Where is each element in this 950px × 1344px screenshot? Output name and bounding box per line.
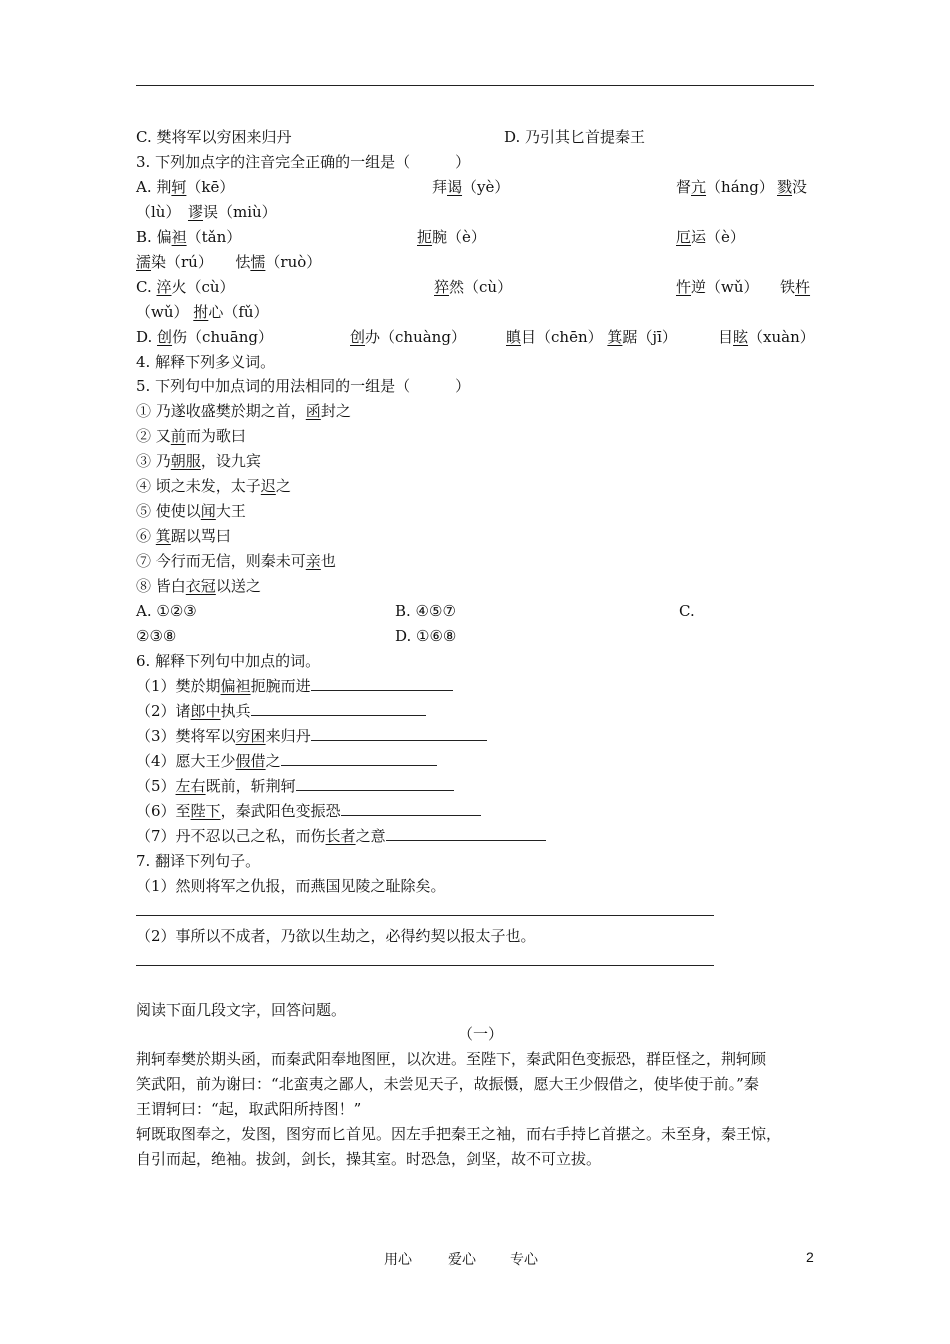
- q5-option-a: A. ①②③: [136, 602, 197, 620]
- q5-option-c-value: ②③⑧: [136, 627, 177, 645]
- q3-option-b-4: 濡染（rú） 怯懦（ruò）: [136, 253, 322, 271]
- q2-option-d: D. 乃引其匕首提秦王: [504, 128, 646, 146]
- q5-option-c: C.: [679, 602, 695, 620]
- answer-blank[interactable]: [281, 751, 437, 766]
- q3-option-c-5: （wǔ） 拊心（fǔ）: [136, 303, 269, 321]
- answer-blank[interactable]: [341, 801, 481, 816]
- q5-option-d: D. ①⑥⑧: [395, 627, 457, 645]
- q6-item: （1）樊於期偏袒扼腕而进: [136, 676, 453, 696]
- answer-blank[interactable]: [386, 826, 546, 841]
- q6-item: （4）愿大王少假借之: [136, 751, 437, 771]
- q5-item: ④ 顷之未发，太子迟之: [136, 477, 291, 495]
- answer-line[interactable]: [136, 965, 714, 966]
- q3-option-b-1: B. 偏袒（tǎn）: [136, 228, 242, 246]
- q4-stem: 4. 解释下列多义词。: [136, 353, 276, 371]
- q5-option-b: B. ④⑤⑦: [395, 602, 456, 620]
- paragraph-1-line: 荆轲奉樊於期头函，而秦武阳奉地图匣，以次进。至陛下，秦武阳色变振恐，群臣怪之，荆轲顾: [136, 1050, 767, 1068]
- answer-blank[interactable]: [296, 776, 454, 791]
- q3-option-c-1: C. 淬火（cù）: [136, 278, 235, 296]
- q3-option-a-3: 督亢（háng）: [676, 178, 774, 196]
- footer-text-3: 专心: [510, 1252, 538, 1268]
- paragraph-2-line: 轲既取图奉之，发图，图穷而匕首见。因左手把秦王之袖，而右手持匕首揕之。未至身，秦王惊，: [136, 1125, 782, 1143]
- q7-sentence-1: （1）然则将军之仇报，而燕国见陵之耻除矣。: [136, 877, 446, 895]
- footer-text-1: 用心: [384, 1252, 412, 1268]
- q6-item: （7）丹不忍以己之私，而伤长者之意: [136, 826, 546, 846]
- answer-blank[interactable]: [311, 676, 453, 691]
- q6-item: （2）诸郎中执兵: [136, 701, 426, 721]
- q3-option-c-3: 忤逆（wǔ）: [676, 278, 759, 296]
- reading-intro: 阅读下面几段文字，回答问题。: [136, 1001, 347, 1019]
- q5-stem: 5. 下列句中加点词的用法相同的一组是（ ）: [136, 377, 471, 395]
- q6-item: （6）至陛下，秦武阳色变振恐: [136, 801, 481, 821]
- answer-blank[interactable]: [311, 726, 487, 741]
- q3-option-d-4: 目眩（xuàn）: [718, 328, 815, 346]
- q3-option-a-4: 戮没: [777, 178, 808, 196]
- q5-item: ⑧ 皆白衣冠以送之: [136, 577, 261, 595]
- answer-blank[interactable]: [251, 701, 426, 716]
- answer-line[interactable]: [136, 915, 714, 916]
- q5-item: ⑥ 箕踞以骂曰: [136, 527, 231, 545]
- q6-item: （5）左右既前，斩荆轲: [136, 776, 454, 796]
- header-rule: [136, 85, 814, 86]
- q3-option-c-2: 猝然（cù）: [434, 278, 513, 296]
- paragraph-1-line: 笑武阳，前为谢曰：“北蛮夷之鄙人，未尝见天子，故振慑，愿大王少假借之，使毕使于前。”秦: [136, 1075, 759, 1093]
- q3-option-d-2: 创办（chuàng）: [350, 328, 466, 346]
- section-heading: （一）: [458, 1025, 504, 1043]
- q5-item: ③ 乃朝服，设九宾: [136, 452, 261, 470]
- footer-text-2: 爱心: [448, 1252, 476, 1268]
- q3-option-a-5: （lù） 谬误（miù）: [136, 203, 277, 221]
- q7-sentence-2: （2）事所以不成者，乃欲以生劫之，必得约契以报太子也。: [136, 927, 536, 945]
- q5-item: ① 乃遂收盛樊於期之首，函封之: [136, 402, 351, 420]
- q7-stem: 7. 翻译下列句子。: [136, 852, 261, 870]
- q3-option-d-3: 瞋目（chēn） 箕踞（jī）: [506, 328, 677, 346]
- paragraph-2-line: 自引而起，绝袖。拔剑，剑长，操其室。时恐急，剑坚，故不可立拔。: [136, 1150, 602, 1168]
- q5-item: ⑦ 今行而无信，则秦未可亲也: [136, 552, 336, 570]
- q3-stem: 3. 下列加点字的注音完全正确的一组是（ ）: [136, 153, 471, 171]
- q2-option-c: C. 樊将军以穷困来归丹: [136, 128, 292, 146]
- q5-item: ⑤ 使使以闻大王: [136, 502, 246, 520]
- paragraph-1-line: 王谓轲曰：“起，取武阳所持图！”: [136, 1100, 362, 1118]
- q5-item: ② 又前而为歌曰: [136, 427, 246, 445]
- q6-stem: 6. 解释下列句中加点的词。: [136, 652, 321, 670]
- q3-option-c-4: 铁杵: [780, 278, 811, 296]
- q3-option-b-2: 扼腕（è）: [417, 228, 486, 246]
- q3-option-a-2: 拜谒（yè）: [432, 178, 510, 196]
- q3-option-a-1: A. 荆轲（kē）: [136, 178, 235, 196]
- q3-option-b-3: 厄运（è）: [676, 228, 745, 246]
- q3-option-d-1: D. 创伤（chuāng）: [136, 328, 273, 346]
- q6-item: （3）樊将军以穷困来归丹: [136, 726, 487, 746]
- page-number: 2: [806, 1249, 814, 1265]
